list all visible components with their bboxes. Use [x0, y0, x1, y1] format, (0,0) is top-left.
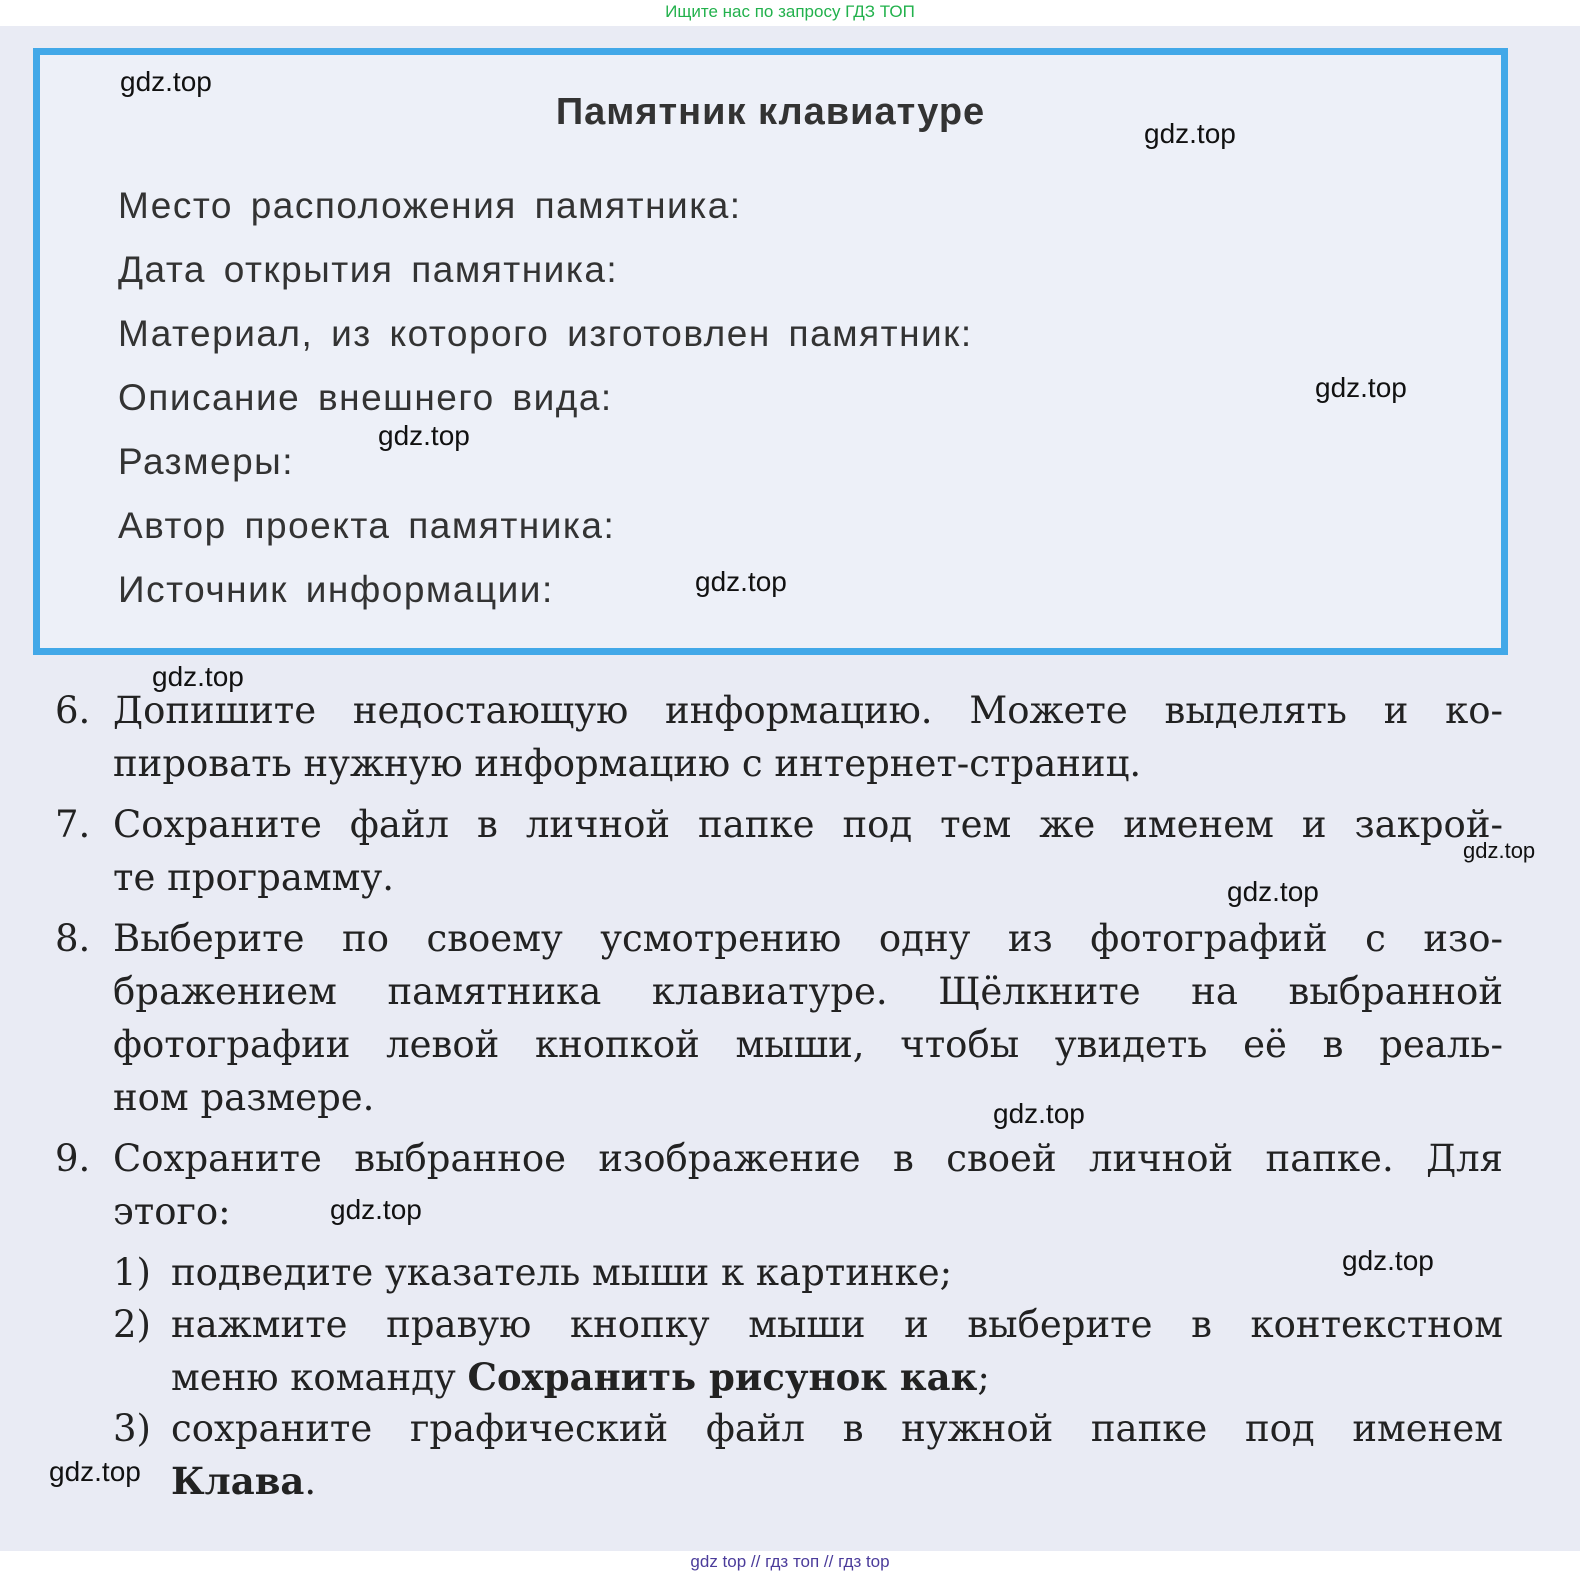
- watermark: gdz.top: [1315, 372, 1407, 403]
- task-line: бражением памятника клавиатуре. Щёлкните на выбранной: [113, 970, 1503, 1013]
- command-name: Сохранить рисунок как: [467, 1355, 978, 1399]
- substep-line: нажмите правую кнопку мыши и выберите в контекстном: [171, 1303, 1503, 1346]
- substep-line: сохраните графический файл в нужной папке под именем: [171, 1407, 1503, 1450]
- task-line: Сохраните выбранное изображение в своей личной папке. Для: [113, 1137, 1503, 1180]
- memo-line-location: Место расположения памятника:: [118, 185, 742, 226]
- task-line: этого:: [113, 1190, 231, 1233]
- memo-line-date: Дата открытия памятника:: [118, 249, 619, 290]
- task-line: те программу.: [113, 856, 394, 899]
- task-line: Выберите по своему усмотрению одну из фотографий с изо-: [113, 917, 1503, 960]
- watermark: gdz.top: [1144, 118, 1236, 149]
- task-line: Сохраните файл в личной папке под тем же именем и закрой-: [113, 803, 1503, 846]
- task-line: пировать нужную информацию с интернет-страниц.: [113, 742, 1142, 785]
- memo-line-description: Описание внешнего вида:: [118, 377, 613, 418]
- watermark: gdz.top: [330, 1194, 422, 1225]
- memo-box: [33, 48, 1508, 655]
- memo-line-material: Материал, из которого изготовлен памятник:: [118, 313, 973, 354]
- substep-line: подведите указатель мыши к картинке;: [171, 1251, 953, 1294]
- substep-number: 1): [113, 1251, 151, 1294]
- watermark: gdz.top: [1342, 1245, 1434, 1276]
- memo-title: Памятник клавиатуре: [555, 91, 986, 133]
- watermark: gdz.top: [120, 66, 212, 97]
- task-number: 7.: [55, 803, 91, 846]
- substep-line: Клава.: [171, 1459, 317, 1503]
- task-line: фотографии левой кнопкой мыши, чтобы увидеть её в реаль-: [113, 1023, 1503, 1066]
- file-name: Клава: [171, 1459, 305, 1503]
- task-number: 8.: [55, 917, 91, 960]
- watermark: gdz.top: [152, 661, 244, 692]
- memo-line-size: Размеры:: [118, 441, 295, 482]
- watermark: gdz.top: [1463, 838, 1536, 863]
- task-line: ном размере.: [113, 1076, 375, 1119]
- watermark: gdz.top: [695, 566, 787, 597]
- substep-line: меню команду Сохранить рисунок как;: [171, 1355, 990, 1399]
- bottom-banner: gdz top // гдз топ // гдз top: [690, 1552, 890, 1571]
- substep-number: 3): [113, 1407, 151, 1450]
- task-number: 9.: [55, 1137, 91, 1180]
- task-line: Допишите недостающую информацию. Можете выделять и ко-: [113, 689, 1503, 732]
- watermark: gdz.top: [49, 1456, 141, 1487]
- top-banner: Ищите нас по запросу ГДЗ ТОП: [665, 2, 915, 21]
- memo-line-source: Источник информации:: [118, 569, 554, 610]
- watermark: gdz.top: [1227, 876, 1319, 907]
- task-number: 6.: [55, 689, 91, 732]
- watermark: gdz.top: [378, 420, 470, 451]
- substep-number: 2): [113, 1303, 151, 1346]
- memo-line-author: Автор проекта памятника:: [118, 505, 616, 546]
- watermark: gdz.top: [993, 1098, 1085, 1129]
